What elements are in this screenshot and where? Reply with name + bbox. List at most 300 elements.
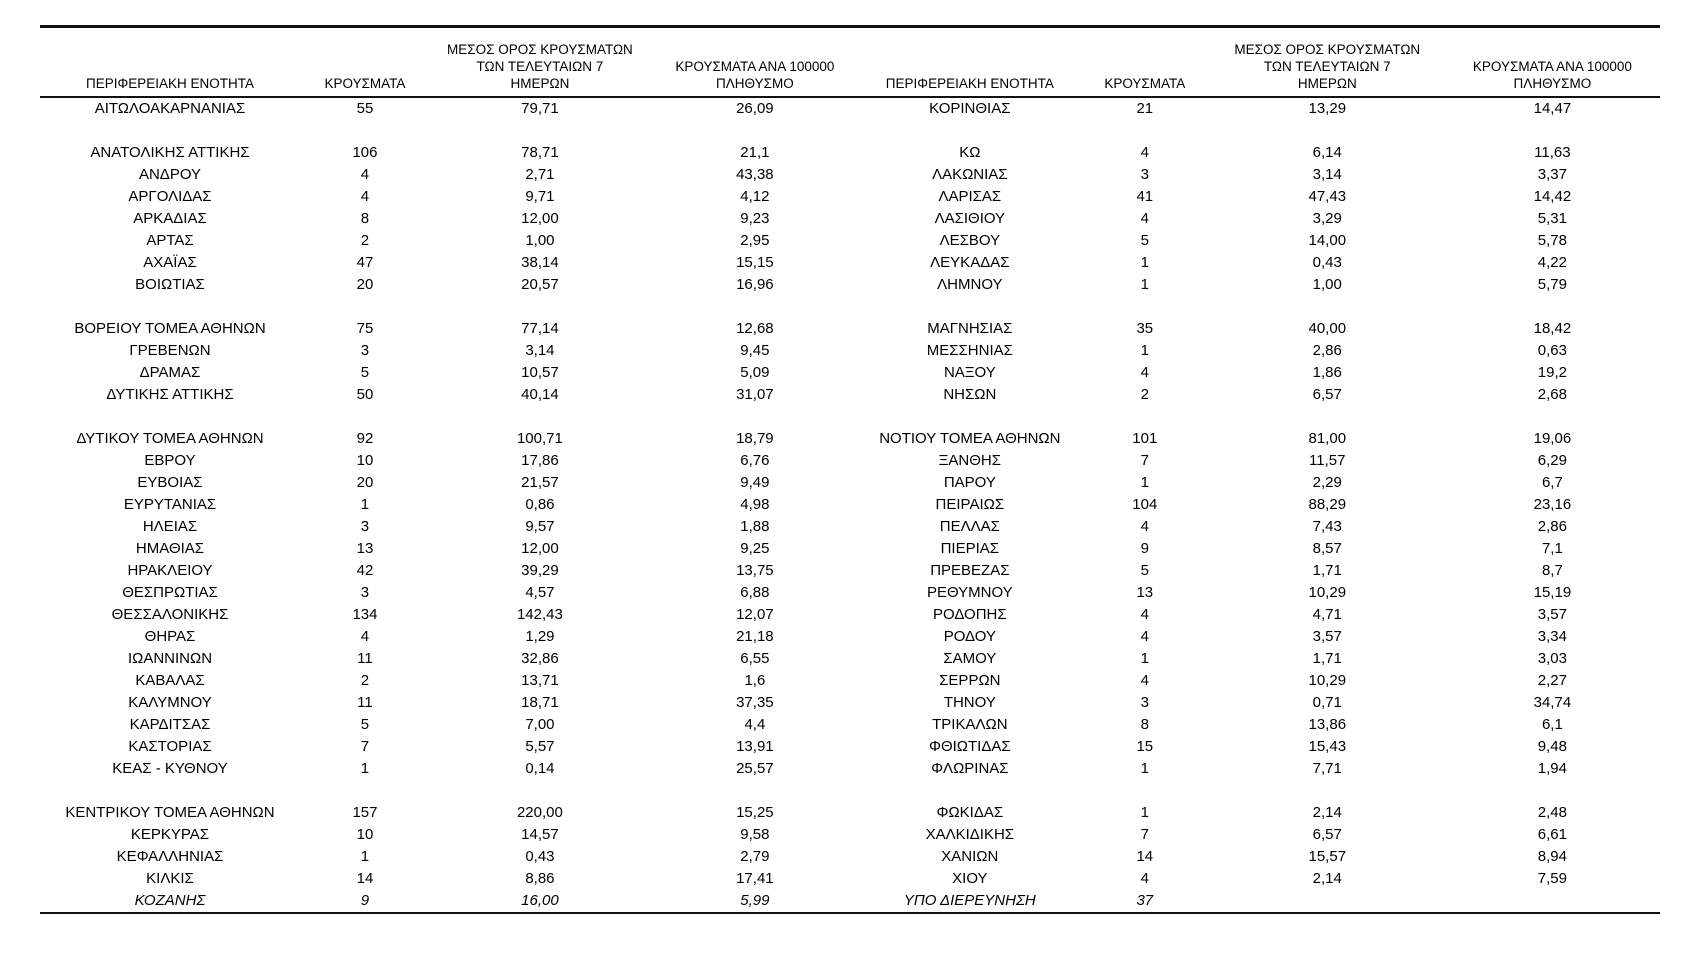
region-cell: ΕΒΡΟΥ: [144, 451, 196, 469]
spacer-cell: [1210, 120, 1445, 142]
header-line: ΤΩΝ ΤΕΛΕΥΤΑΙΩΝ 7: [1263, 58, 1391, 74]
cases-cell: 9: [1140, 539, 1149, 557]
spacer-cell: [300, 120, 430, 142]
avg7-cell: 13,71: [521, 671, 559, 689]
cases-cell: 14: [1136, 847, 1154, 865]
per100k-cell: 2,79: [740, 847, 770, 865]
per100k-cell: 8,7: [1541, 561, 1563, 579]
avg7-cell: 17,86: [521, 451, 559, 469]
region-cell: ΠΕΛΛΑΣ: [939, 517, 1000, 535]
cases-cell: 4: [1140, 363, 1149, 381]
cases-cell: 55: [356, 99, 374, 117]
spacer-cell: [40, 296, 300, 318]
cases-cell: 10: [356, 825, 374, 843]
table-row: [40, 648, 1660, 670]
region-cell: ΓΡΕΒΕΝΩΝ: [129, 341, 211, 359]
cases-cell: 8: [1140, 715, 1149, 733]
spacer-cell: [860, 296, 1080, 318]
per100k-cell: 4,22: [1537, 253, 1567, 271]
per100k-cell: 43,38: [736, 165, 774, 183]
table-row: [40, 384, 1660, 406]
table-row: [40, 538, 1660, 560]
spacer-cell: [1445, 406, 1660, 428]
per100k-cell: 6,29: [1537, 451, 1567, 469]
per100k-cell: 25,57: [736, 759, 774, 777]
table-row: [40, 428, 1660, 450]
region-cell: ΡΕΘΥΜΝΟΥ: [926, 583, 1013, 601]
per100k-cell: 9,58: [740, 825, 770, 843]
spacer-cell: [430, 780, 650, 802]
table-row: [40, 604, 1660, 626]
avg7-cell: 0,71: [1312, 693, 1342, 711]
per100k-cell: 11,63: [1534, 143, 1571, 161]
region-cell: ΚΑΡΔΙΤΣΑΣ: [129, 715, 211, 733]
region-cell: ΑΝΔΡΟΥ: [138, 165, 202, 183]
header-line: ΚΡΟΥΣΜΑΤΑ: [1104, 75, 1186, 91]
avg7-cell: 100,71: [516, 429, 563, 447]
table-row: [40, 362, 1660, 384]
avg7-cell: 38,14: [521, 253, 559, 271]
spacer-cell: [650, 296, 860, 318]
per100k-cell: 4,4: [744, 715, 766, 733]
cases-cell: 1: [360, 847, 370, 865]
table-header: [40, 27, 1660, 97]
table-body: [40, 97, 1660, 913]
region-cell: ΣΑΜΟΥ: [943, 649, 997, 667]
cases-cell: 1: [1140, 253, 1149, 271]
avg7-cell: 142,43: [516, 605, 563, 623]
header-line: ΜΕΣΟΣ ΟΡΟΣ ΚΡΟΥΣΜΑΤΩΝ: [1234, 42, 1421, 57]
avg7-cell: 0,14: [525, 759, 555, 777]
spacer-cell: [860, 120, 1080, 142]
cases-cell: 7: [1140, 451, 1149, 469]
region-cell: ΚΙΛΚΙΣ: [146, 869, 194, 887]
per100k-cell: 9,23: [740, 209, 770, 227]
avg7-cell: 47,43: [1308, 187, 1347, 205]
spacer-row: [40, 780, 1660, 802]
avg7-cell: 14,00: [1308, 231, 1347, 249]
avg7-cell: 7,71: [1312, 759, 1342, 777]
column-header-per100k-left: [650, 27, 860, 97]
table-row: [40, 802, 1660, 824]
per100k-cell: 18,79: [736, 429, 774, 447]
region-cell: ΚΑΛΥΜΝΟΥ: [128, 693, 212, 711]
cases-cell: 35: [1136, 319, 1154, 337]
cases-cell: 1: [360, 495, 370, 513]
cases-cell: 2: [360, 231, 370, 249]
region-cell: ΠΙΕΡΙΑΣ: [940, 539, 1000, 557]
spacer-cell: [430, 296, 650, 318]
spacer-cell: [1210, 296, 1445, 318]
cases-cell: 7: [1140, 825, 1149, 843]
per100k-cell: 5,09: [740, 363, 770, 381]
spacer-cell: [300, 406, 430, 428]
per100k-cell: 3,57: [1537, 605, 1567, 623]
cases-cell: 11: [357, 693, 373, 711]
cases-cell: 3: [1140, 693, 1149, 711]
spacer-cell: [1080, 296, 1210, 318]
header-line: ΠΛΗΘΥΣΜΟ: [1513, 75, 1592, 91]
per100k-cell: 2,48: [1537, 803, 1567, 821]
avg7-cell: 88,29: [1308, 495, 1347, 513]
table-row: [40, 626, 1660, 648]
region-cell: ΔΥΤΙΚΟΥ ΤΟΜΕΑ ΑΘΗΝΩΝ: [76, 429, 264, 447]
cases-cell: 14: [356, 869, 374, 887]
region-cell: ΧΑΝΙΩΝ: [941, 847, 999, 865]
per100k-cell: 6,55: [740, 649, 770, 667]
region-cell: ΧΙΟΥ: [952, 869, 988, 887]
avg7-cell: 0,43: [525, 847, 555, 865]
cases-cell: 4: [1140, 869, 1149, 887]
spacer-cell: [300, 780, 430, 802]
per100k-cell: 1,94: [1537, 759, 1567, 777]
region-cell: ΚΟΡΙΝΘΙΑΣ: [929, 99, 1011, 117]
region-cell: ΤΡΙΚΑΛΩΝ: [932, 715, 1008, 733]
avg7-cell: 11,57: [1309, 451, 1346, 469]
region-cell: ΛΑΡΙΣΑΣ: [938, 187, 1002, 205]
per100k-cell: 6,76: [740, 451, 770, 469]
region-cell: ΡΟΔΟΠΗΣ: [933, 605, 1007, 623]
header-line: ΗΜΕΡΩΝ: [1297, 75, 1357, 91]
column-header-per100k-right: [1445, 27, 1660, 97]
avg7-cell: 9,57: [525, 517, 555, 535]
avg7-cell: 15,43: [1308, 737, 1347, 755]
cases-cell: 3: [1140, 165, 1149, 183]
cases-cell: 4: [1140, 671, 1149, 689]
per100k-cell: 19,2: [1537, 363, 1567, 381]
cases-cell: 4: [1140, 627, 1149, 645]
cases-cell: 75: [356, 319, 374, 337]
table-row: [40, 274, 1660, 296]
spacer-cell: [1080, 120, 1210, 142]
per100k-cell: 5,99: [650, 890, 860, 913]
avg7-cell: 18,71: [521, 693, 559, 711]
region-cell: ΑΧΑΪΑΣ: [143, 253, 197, 271]
table-row: [40, 186, 1660, 208]
cases-cell: 13: [356, 539, 374, 557]
region-cell: ΑΡΚΑΔΙΑΣ: [133, 209, 207, 227]
per100k-cell: 8,94: [1537, 847, 1567, 865]
region-cell: ΤΗΝΟΥ: [943, 693, 996, 711]
avg7-cell: 40,14: [521, 385, 559, 403]
per100k-cell: 5,31: [1537, 209, 1567, 227]
spacer-cell: [40, 120, 300, 142]
per100k-cell: 6,1: [1541, 715, 1563, 733]
per100k-cell: 1,6: [744, 671, 766, 689]
avg7-cell: 8,57: [1312, 539, 1342, 557]
avg7-cell: 1,00: [1312, 275, 1342, 293]
region-cell: ΚΑΣΤΟΡΙΑΣ: [128, 737, 212, 755]
table-row: [40, 890, 1660, 913]
spacer-cell: [1080, 780, 1210, 802]
table-row: [40, 142, 1660, 164]
cases-cell: 21: [1136, 99, 1154, 117]
per100k-cell: 9,48: [1537, 737, 1567, 755]
avg7-cell: 4,71: [1312, 605, 1342, 623]
column-header-region-left: [40, 27, 300, 97]
cases-cell: 37: [1080, 890, 1210, 913]
per100k-cell: [1445, 890, 1660, 913]
region-cell: ΜΕΣΣΗΝΙΑΣ: [926, 341, 1013, 359]
spacer-cell: [650, 780, 860, 802]
cases-cell: 157: [352, 803, 378, 821]
cases-cell: 15: [1136, 737, 1154, 755]
region-cell: ΚΑΒΑΛΑΣ: [135, 671, 205, 689]
per100k-cell: 9,49: [740, 473, 770, 491]
per100k-cell: 2,27: [1537, 671, 1567, 689]
header-row: [40, 27, 1660, 97]
avg7-cell: 20,57: [521, 275, 559, 293]
avg7-cell: 1,71: [1312, 561, 1342, 579]
region-cell: ΧΑΛΚΙΔΙΚΗΣ: [925, 825, 1015, 843]
region-cell: ΚΕΑΣ - ΚΥΘΝΟΥ: [112, 759, 228, 777]
region-cell: ΛΑΚΩΝΙΑΣ: [932, 165, 1008, 183]
per100k-cell: 12,68: [736, 319, 774, 337]
cases-cell: 50: [356, 385, 374, 403]
spacer-cell: [1210, 406, 1445, 428]
region-cell: ΛΕΥΚΑΔΑΣ: [930, 253, 1010, 271]
cases-cell: 92: [356, 429, 374, 447]
cases-cell: 1: [1140, 473, 1149, 491]
region-cell: ΑΡΓΟΛΙΔΑΣ: [128, 187, 212, 205]
avg7-cell: 8,86: [525, 869, 555, 887]
spacer-row: [40, 406, 1660, 428]
per100k-cell: 14,47: [1533, 99, 1572, 117]
spacer-cell: [430, 120, 650, 142]
per100k-cell: 3,34: [1537, 627, 1567, 645]
avg7-cell: 77,14: [521, 319, 559, 337]
spacer-cell: [1445, 780, 1660, 802]
cases-cell: 4: [1140, 143, 1149, 161]
cases-table: [40, 25, 1660, 914]
header-line: ΚΡΟΥΣΜΑΤΑ: [324, 75, 406, 91]
per100k-cell: 5,79: [1537, 275, 1567, 293]
cases-cell: 1: [1140, 759, 1149, 777]
avg7-cell: 16,00: [430, 890, 650, 913]
cases-cell: 10: [356, 451, 374, 469]
region-cell: ΝΗΣΩΝ: [943, 385, 997, 403]
cases-cell: 5: [1140, 561, 1149, 579]
column-header-cases-right: [1080, 27, 1210, 97]
cases-cell: 1: [360, 759, 370, 777]
column-header-avg7-left: [430, 27, 650, 97]
per100k-cell: 21,1: [740, 143, 770, 161]
header-line: ΤΩΝ ΤΕΛΕΥΤΑΙΩΝ 7: [476, 58, 604, 74]
region-cell: ΣΕΡΡΩΝ: [939, 671, 1001, 689]
per100k-cell: 3,03: [1537, 649, 1567, 667]
cases-cell: 1: [1140, 803, 1149, 821]
per100k-cell: 19,06: [1533, 429, 1572, 447]
cases-cell: 4: [360, 627, 370, 645]
region-cell: ΝΑΞΟΥ: [943, 363, 996, 381]
spacer-cell: [1445, 120, 1660, 142]
per100k-cell: 5,78: [1537, 231, 1567, 249]
table-row: [40, 868, 1660, 890]
header-line: ΚΡΟΥΣΜΑΤΑ ΑΝΑ 100000: [675, 58, 835, 74]
cases-cell: 4: [1140, 517, 1149, 535]
per100k-cell: 15,25: [736, 803, 774, 821]
cases-cell: 3: [360, 341, 370, 359]
region-cell: ΑΡΤΑΣ: [146, 231, 194, 249]
per100k-cell: 6,7: [1541, 473, 1563, 491]
avg7-cell: 12,00: [521, 539, 559, 557]
avg7-cell: 1,00: [525, 231, 555, 249]
per100k-cell: 34,74: [1533, 693, 1572, 711]
table-row: [40, 164, 1660, 186]
per100k-cell: 2,68: [1537, 385, 1567, 403]
region-cell: ΑΙΤΩΛΟΑΚΑΡΝΑΝΙΑΣ: [94, 99, 246, 117]
region-cell: ΠΑΡΟΥ: [943, 473, 996, 491]
table-row: [40, 758, 1660, 780]
region-cell: ΦΛΩΡΙΝΑΣ: [931, 759, 1009, 777]
avg7-cell: 32,86: [521, 649, 559, 667]
avg7-cell: 2,29: [1312, 473, 1342, 491]
cases-cell: 4: [360, 187, 370, 205]
cases-cell: 2: [360, 671, 370, 689]
cases-cell: 3: [360, 517, 370, 535]
region-cell: ΕΥΡΥΤΑΝΙΑΣ: [123, 495, 217, 513]
spacer-cell: [860, 780, 1080, 802]
cases-cell: 5: [360, 363, 370, 381]
header-line: ΠΕΡΙΦΕΡΕΙΑΚΗ ΕΝΟΤΗΤΑ: [885, 75, 1054, 91]
per100k-cell: 15,19: [1533, 583, 1572, 601]
avg7-cell: 10,57: [521, 363, 559, 381]
avg7-cell: 2,14: [1312, 869, 1342, 887]
header-line: ΠΛΗΘΥΣΜΟ: [716, 75, 794, 91]
table-row: [40, 670, 1660, 692]
region-cell: ΚΕΝΤΡΙΚΟΥ ΤΟΜΕΑ ΑΘΗΝΩΝ: [65, 803, 275, 821]
table-row: [40, 472, 1660, 494]
region-cell: ΔΥΤΙΚΗΣ ΑΤΤΙΚΗΣ: [106, 385, 234, 403]
per100k-cell: 23,16: [1533, 495, 1572, 513]
region-cell: ΗΛΕΙΑΣ: [142, 517, 198, 535]
per100k-cell: 7,1: [1541, 539, 1563, 557]
avg7-cell: 220,00: [516, 803, 563, 821]
region-cell: ΦΘΙΩΤΙΔΑΣ: [929, 737, 1011, 755]
avg7-cell: 5,57: [525, 737, 555, 755]
region-cell: ΛΕΣΒΟΥ: [939, 231, 1001, 249]
region-cell: ΛΑΣΙΘΙΟΥ: [934, 209, 1006, 227]
region-cell: ΗΜΑΘΙΑΣ: [135, 539, 205, 557]
per100k-cell: 3,37: [1537, 165, 1567, 183]
table-row: [40, 736, 1660, 758]
avg7-cell: 3,29: [1312, 209, 1342, 227]
avg7-cell: 2,14: [1312, 803, 1342, 821]
spacer-cell: [40, 780, 300, 802]
avg7-cell: 15,57: [1308, 847, 1347, 865]
avg7-cell: 78,71: [521, 143, 559, 161]
table-row: [40, 252, 1660, 274]
per100k-cell: 13,91: [736, 737, 774, 755]
per100k-cell: 2,86: [1537, 517, 1567, 535]
table-row: [40, 714, 1660, 736]
per100k-cell: 17,41: [736, 869, 774, 887]
avg7-cell: 1,29: [525, 627, 555, 645]
avg7-cell: 13,29: [1308, 99, 1347, 117]
avg7-cell: 0,43: [1312, 253, 1342, 271]
per100k-cell: 0,63: [1537, 341, 1567, 359]
table-row: [40, 318, 1660, 340]
region-cell: ΛΗΜΝΟΥ: [937, 275, 1003, 293]
table-row: [40, 692, 1660, 714]
spacer-cell: [1445, 296, 1660, 318]
avg7-cell: 2,86: [1312, 341, 1342, 359]
column-header-avg7-right: [1210, 27, 1445, 97]
column-header-region-right: [860, 27, 1080, 97]
cases-cell: 104: [1132, 495, 1158, 513]
per100k-cell: 21,18: [736, 627, 774, 645]
spacer-cell: [650, 120, 860, 142]
avg7-cell: 6,14: [1312, 143, 1342, 161]
cases-cell: 42: [356, 561, 374, 579]
per100k-cell: 1,88: [740, 517, 770, 535]
cases-cell: 4: [360, 165, 370, 183]
table-row: [40, 450, 1660, 472]
table-row: [40, 846, 1660, 868]
per100k-cell: 4,98: [740, 495, 770, 513]
cases-cell: 101: [1132, 429, 1158, 447]
spacer-row: [40, 296, 1660, 318]
avg7-cell: 4,57: [525, 583, 555, 601]
avg7-cell: 14,57: [521, 825, 559, 843]
cases-cell: 9: [300, 890, 430, 913]
region-cell: ΒΟΡΕΙΟΥ ΤΟΜΕΑ ΑΘΗΝΩΝ: [74, 319, 266, 337]
header-line: ΠΕΡΙΦΕΡΕΙΑΚΗ ΕΝΟΤΗΤΑ: [85, 75, 255, 91]
cases-cell: 7: [360, 737, 370, 755]
table-row: [40, 516, 1660, 538]
per100k-cell: 26,09: [736, 99, 774, 117]
per100k-cell: 2,95: [740, 231, 770, 249]
avg7-cell: 6,57: [1312, 385, 1342, 403]
cases-cell: 41: [1136, 187, 1154, 205]
region-cell: ΚΕΦΑΛΛΗΝΙΑΣ: [116, 847, 224, 865]
header-line: ΗΜΕΡΩΝ: [510, 75, 570, 91]
cases-cell: 106: [352, 143, 378, 161]
avg7-cell: 3,14: [525, 341, 555, 359]
per100k-cell: 7,59: [1537, 869, 1567, 887]
cases-cell: 47: [356, 253, 374, 271]
avg7-cell: 2,71: [525, 165, 555, 183]
per100k-cell: 9,25: [740, 539, 770, 557]
region-cell: ΕΥΒΟΙΑΣ: [137, 473, 203, 491]
spacer-cell: [430, 406, 650, 428]
avg7-cell: 79,71: [521, 99, 559, 117]
region-cell: ΚΩ: [959, 143, 981, 161]
avg7-cell: 3,57: [1312, 627, 1342, 645]
avg7-cell: 21,57: [521, 473, 559, 491]
avg7-cell: 3,14: [1312, 165, 1342, 183]
region-cell: ΘΕΣΠΡΩΤΙΑΣ: [122, 583, 218, 601]
table-row: [40, 560, 1660, 582]
avg7-cell: 7,00: [525, 715, 555, 733]
region-cell: ΞΑΝΘΗΣ: [938, 451, 1002, 469]
avg7-cell: 81,00: [1308, 429, 1347, 447]
region-cell: ΔΡΑΜΑΣ: [139, 363, 201, 381]
per100k-cell: 13,75: [736, 561, 774, 579]
region-cell: ΝΟΤΙΟΥ ΤΟΜΕΑ ΑΘΗΝΩΝ: [879, 429, 1061, 447]
spacer-cell: [1080, 406, 1210, 428]
cases-cell: 1: [1140, 341, 1149, 359]
table-row: [40, 208, 1660, 230]
cases-cell: 4: [1140, 209, 1149, 227]
region-cell: ΠΕΙΡΑΙΩΣ: [935, 495, 1005, 513]
spacer-row: [40, 120, 1660, 142]
per100k-cell: 4,12: [740, 187, 770, 205]
cases-cell: 20: [356, 275, 374, 293]
avg7-cell: 10,29: [1308, 583, 1347, 601]
header-line: ΜΕΣΟΣ ΟΡΟΣ ΚΡΟΥΣΜΑΤΩΝ: [447, 42, 633, 57]
cases-cell: 8: [360, 209, 370, 227]
